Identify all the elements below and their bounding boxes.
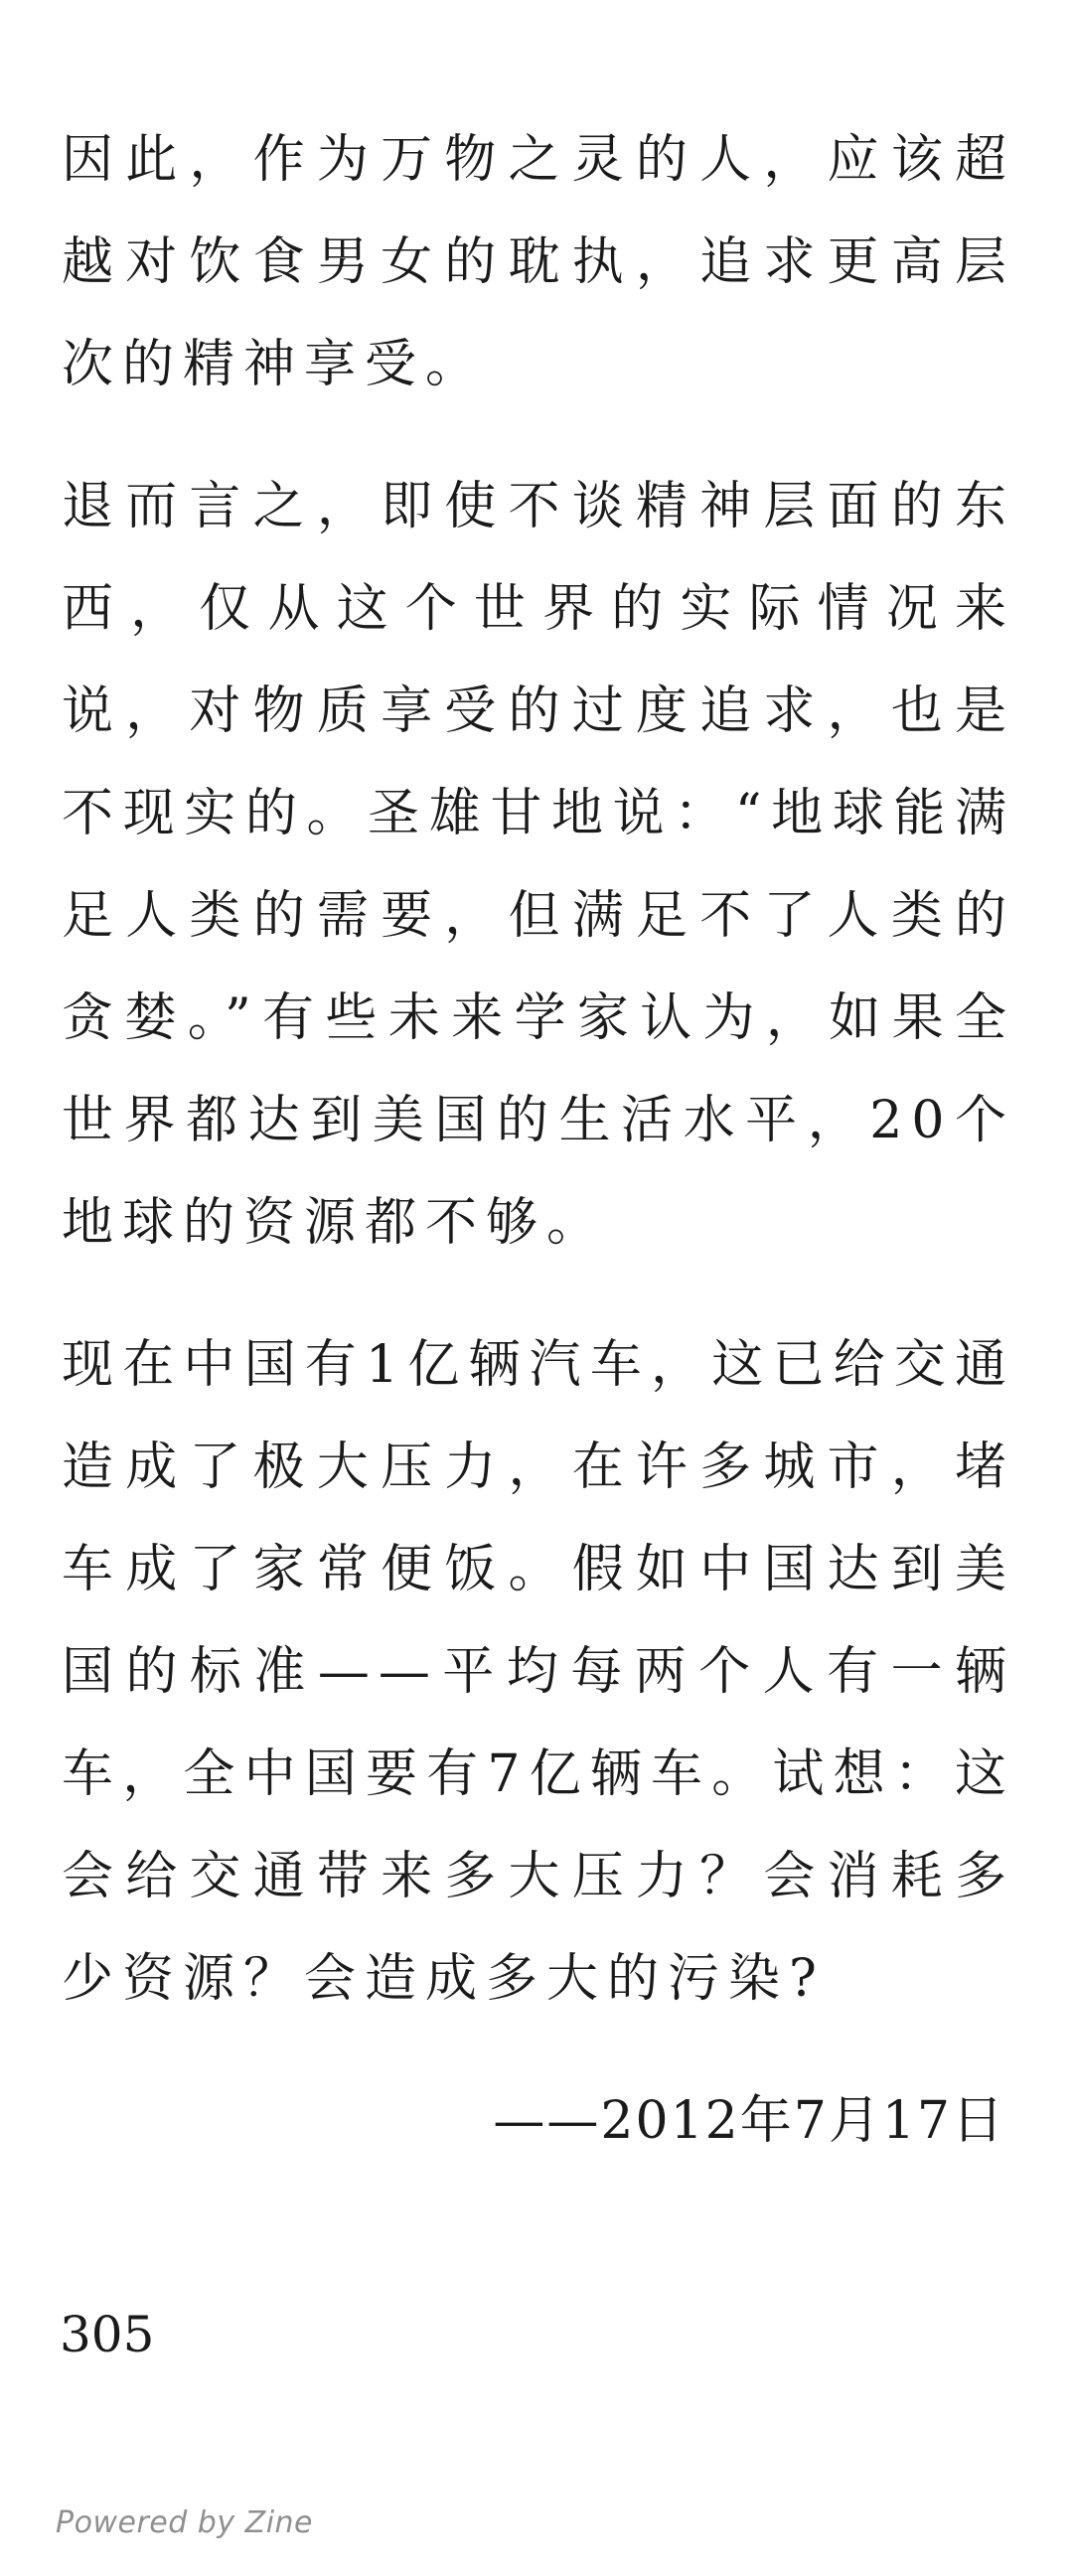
powered-by-label: Powered by Zine bbox=[56, 2505, 313, 2540]
paragraph-2: 退而言之，即使不谈精神层面的东西，仅从这个世界的实际情况来说，对物质享受的过度追求，也是不现实的。圣雄甘地说：“地球能满足人类的需要，但满足不了人类的贪婪。”有些未来学家认为，如果全世界都达到美国的生活水平，20个地球的资源都不够。 bbox=[62, 477, 1015, 1253]
date-signature: ——2012年7月17日 bbox=[493, 2091, 1005, 2151]
paragraph-1: 因此，作为万物之灵的人，应该超越对饮食男女的耽执，追求更高层次的精神享受。 bbox=[62, 130, 1015, 394]
page-body bbox=[62, 121, 1015, 2173]
paragraph-3: 现在中国有1亿辆汽车，这已给交通造成了极大压力，在许多城市，堵车成了家常便饭。假如中国达到美国的标准——平均每两个人有一辆车，全中国要有7亿辆车。试想：这会给交通带来多大压力？会消耗多少资源？会造成多大的污染? bbox=[62, 1335, 1015, 2009]
page-number: 305 bbox=[60, 2306, 155, 2363]
